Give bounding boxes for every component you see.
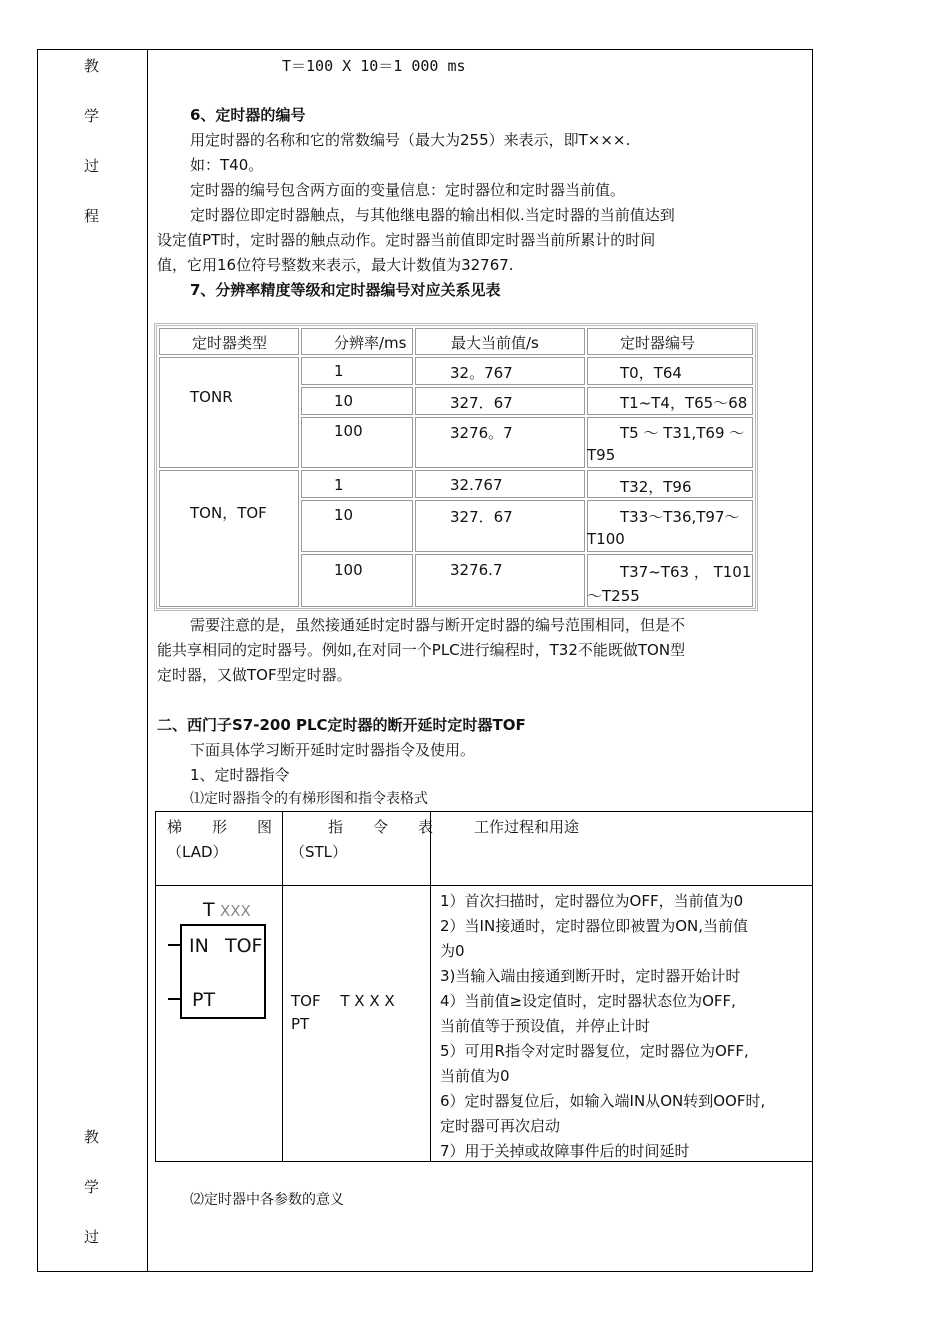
- work-line: 定时器可再次启动: [440, 1117, 561, 1135]
- table-header: （LAD）: [167, 843, 228, 861]
- work-line: 3)当输入端由接通到断开时，定时器开始计时: [440, 967, 741, 985]
- max-value: 32.767: [450, 476, 503, 494]
- timer-type: TON，TOF: [190, 504, 267, 522]
- timer-number: T5 ～ T31,T69 ～: [620, 424, 745, 442]
- table-header: 工作过程和用途: [474, 818, 580, 836]
- work-line: 为0: [440, 942, 465, 960]
- table-cell: [159, 470, 299, 607]
- lad-in-label: IN: [189, 935, 209, 957]
- side-label: 程: [84, 207, 100, 225]
- table-cell: [159, 357, 299, 468]
- lad-pt-wire: [168, 998, 181, 1000]
- timer-number: T1~T4，T65～68: [620, 394, 748, 412]
- section-heading: 7、分辨率精度等级和定时器编号对应关系见表: [190, 281, 501, 299]
- timer-number: ～T255: [587, 587, 640, 605]
- work-line: 6）定时器复位后，如输入端IN从ON转到OOF时,: [440, 1092, 766, 1110]
- resolution-value: 1: [334, 476, 344, 494]
- max-value: 327．67: [450, 394, 513, 412]
- lad-tof-label: TOF: [225, 935, 263, 957]
- max-value: 3276.7: [450, 561, 503, 579]
- work-line: 当前值为0: [440, 1067, 510, 1085]
- lad-pt-label: PT: [192, 989, 216, 1011]
- table-border: [155, 1161, 812, 1162]
- max-value: 327．67: [450, 508, 513, 526]
- side-label: 教: [84, 57, 100, 75]
- lad-timer-address: XXX: [220, 902, 251, 920]
- paragraph-line: ⑴定时器指令的有梯形图和指令表格式: [190, 791, 428, 807]
- max-value: 3276。7: [450, 424, 513, 442]
- side-label: 学: [84, 107, 100, 125]
- table-header: （STL）: [290, 843, 348, 861]
- side-label: 教: [84, 1128, 100, 1146]
- side-label: 过: [84, 157, 100, 175]
- column-divider: [147, 49, 148, 1271]
- paragraph-line: 用定时器的名称和它的常数编号（最大为255）来表示，即T×××.: [190, 131, 631, 149]
- table-border: [155, 811, 812, 812]
- paragraph-line: 下面具体学习断开延时定时器指令及使用。: [190, 741, 476, 759]
- lad-timer-label: T: [203, 899, 215, 921]
- paragraph-line: 定时器位即定时器触点，与其他继电器的输出相似.当定时器的当前值达到: [190, 206, 675, 224]
- section-heading: 二、西门子S7-200 PLC定时器的断开延时定时器TOF: [157, 716, 526, 734]
- paragraph-line: 1、定时器指令: [190, 766, 290, 784]
- paragraph-line: 值，它用16位符号整数来表示，最大计数值为32767.: [157, 256, 514, 274]
- section-heading: 6、定时器的编号: [190, 106, 306, 124]
- table-border: [155, 811, 156, 1162]
- table-header: 最大当前值/s: [451, 334, 539, 352]
- paragraph-line: ⑵定时器中各参数的意义: [190, 1192, 344, 1208]
- table-cell: [301, 500, 413, 552]
- side-label: 学: [84, 1178, 100, 1196]
- table-border: [282, 811, 283, 1162]
- work-line: 2）当IN接通时，定时器位即被置为ON,当前值: [440, 917, 748, 935]
- timer-number: T32，T96: [620, 478, 692, 496]
- table-cell: [301, 470, 413, 498]
- lad-in-wire: [168, 944, 181, 946]
- timer-number: T95: [587, 446, 616, 464]
- paragraph-line: 设定值PT时，定时器的触点动作。定时器当前值即定时器当前所累计的时间: [157, 231, 656, 249]
- resolution-value: 10: [334, 506, 354, 524]
- timer-number: T33～T36,T97～: [620, 508, 740, 526]
- stl-line: TOF T X X X: [291, 992, 395, 1010]
- table-cell: [301, 387, 413, 415]
- table-header: 定时器编号: [620, 334, 696, 352]
- paragraph-line: 定时器，又做TOF型定时器。: [157, 666, 352, 684]
- resolution-value: 100: [334, 561, 363, 579]
- timer-number: T37~T63 ， T101: [620, 563, 752, 581]
- resolution-value: 10: [334, 392, 354, 410]
- stl-line: PT: [291, 1015, 310, 1033]
- work-line: 7）用于关掉或故障事件后的时间延时: [440, 1142, 690, 1160]
- table-header: 梯 形 图: [167, 818, 273, 836]
- timer-number: T0，T64: [620, 364, 682, 382]
- work-line: 4）当前值≥设定值时，定时器状态位为OFF,: [440, 992, 736, 1010]
- paragraph-line: 能共享相同的定时器号。例如,在对同一个PLC进行编程时，T32不能既做TON型: [157, 641, 686, 659]
- table-header: 定时器类型: [192, 334, 268, 352]
- table-header: 分辨率/ms: [334, 334, 407, 352]
- paragraph-line: 定时器的编号包含两方面的变量信息：定时器位和定时器当前值。: [190, 181, 626, 199]
- max-value: 32。767: [450, 364, 513, 382]
- table-border: [155, 885, 812, 886]
- resolution-value: 100: [334, 422, 363, 440]
- work-line: 当前值等于预设值，并停止计时: [440, 1017, 651, 1035]
- timer-type: TONR: [190, 388, 233, 406]
- side-label: 过: [84, 1228, 100, 1246]
- paragraph-line: 如：T40。: [190, 156, 264, 174]
- table-border: [430, 811, 431, 1162]
- timer-number: T100: [587, 530, 625, 548]
- resolution-value: 1: [334, 362, 344, 380]
- work-line: 5）可用R指令对定时器复位，定时器位为OFF,: [440, 1042, 749, 1060]
- formula-line: T＝100 X 10＝1 000 ms: [282, 57, 466, 75]
- paragraph-line: 需要注意的是，虽然接通延时定时器与断开定时器的编号范围相同，但是不: [190, 616, 686, 634]
- table-cell: [301, 357, 413, 385]
- work-line: 1）首次扫描时，定时器位为OFF，当前值为0: [440, 892, 744, 910]
- table-header: 指 令 表: [328, 818, 434, 836]
